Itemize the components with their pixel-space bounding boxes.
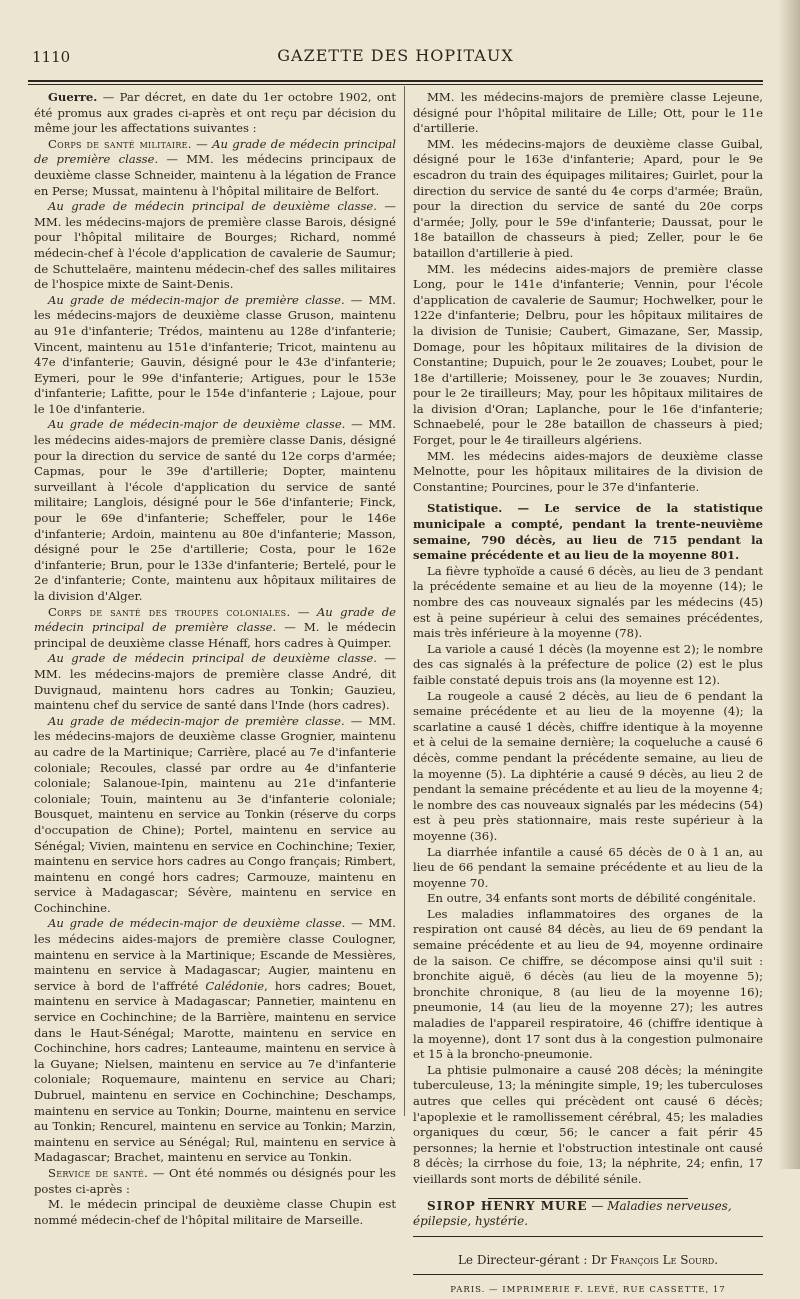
ad-brand: SIROP HENRY MURE [427, 1198, 588, 1213]
paragraph-text: — MM. les médecins aides-majors de première classe Coulogner, maintenu en service à la Martinique; Escande de Messières, maintenu en service à Madagascar; Augier, maintenu en service à bord de l'affrété [34, 916, 396, 993]
paragraph-text: — MM. les médecins-majors de première classe Barois, désigné pour l'hôpital militaire de Bourges; Richard, nommé médecin-chef à l'école d'application de cavalerie de Saumur; de Schuttelaëre, maintenu médecin-chef des salles militaires de l'hospice mixte de Saint-Denis. [34, 199, 396, 292]
right-column [413, 90, 763, 1299]
paragraph [34, 417, 396, 604]
paragraph-text: — M. le médecin principal de deuxième classe Hénaff, hors cadres à Quimper. [34, 620, 396, 650]
guerre-text: — Par décret, en date du 1er octobre 1902, ont été promus aux grades ci-après et ont reçu par décision du même jour les affectations suivantes : [34, 90, 396, 136]
paragraph-text: — MM. les médecins aides-majors de première classe Danis, désigné pour la direction du service de santé du 12e corps d'armée; Capmas, pour le 39e d'artillerie; Dopter, maintenu surveillant à l'école d'application du service de santé militaire; Langlois, désigné pour le 56e d'infanterie; Finck, pour le 69e d'infanterie; Scheffeler, pour le 146e d'infanterie; Ardoin, maintenu au 80e d'infanterie; Masson, désigné pour le 25e d'artillerie; Costa, pour le 162e d'infanterie; Brun, pour le 133e d'infanterie; Bertelé, pour le 2e d'infanterie; Conte, maintenu aux hôpitaux militaires de la division d'Alger. [34, 417, 396, 603]
grade-heading: Au grade de médecin principal de première classe. [34, 604, 397, 635]
grade-heading: Au grade de médecin principal de deuxième classe. [48, 651, 377, 666]
paragraph: La fièvre typhoïde a causé 6 décès, au lieu de 3 pendant la précédente semaine et au lieu de la moyenne (14); le nombre des cas nouveaux signalés par les médecins (45) est à peine supérieur à celui des semaines précédentes, mais très inférieure à la moyenne (78). [413, 563, 763, 641]
separator: — [290, 604, 317, 619]
grade-heading: Au grade de médecin principal de deuxième classe. [48, 199, 377, 214]
separator: — [191, 136, 213, 151]
paragraph-text: — MM. les médecins-majors de première classe André, dit Duvignaud, maintenu hors cadres au Tonkin; Gauzieu, maintenu chef du service de santé dans l'Inde (hors cadres). [34, 651, 396, 713]
corps-militaire-paragraph [34, 137, 396, 199]
statistique-lead: — Le service de la statistique municipale a compté, pendant la trente-neuvième semaine, 790 décès, au lieu de 715 pendant la semaine précédente et au lieu de la moyenne 801. [413, 501, 763, 563]
ad-dash: — [587, 1198, 608, 1213]
paragraph-text: — Ont été nommés ou désignés pour les postes ci-après : [34, 1165, 396, 1196]
signature-prefix: Le Directeur-gérant : Dr [457, 1252, 611, 1267]
paragraph: La phtisie pulmonaire a causé 208 décès; la méningite tuberculeuse, 13; la méningite simple, 19; les tuberculoses autres que celles qui précèdent ont causé 6 décès; l'apoplexie et le ramollissement cérébral, 45; les maladies organiques du cœur, 56; le cancer a fait périr 45 personnes; la hernie et l'obstruction intestinale ont causé 8 décès; la cirrhose du foie, 13; la néphrite, 24; enfin, 17 vieillards sont morts de débilité sénile. [413, 1062, 763, 1186]
page-edge-shadow [778, 0, 800, 1169]
left-column [34, 90, 396, 1228]
header-rule [28, 80, 763, 82]
journal-title: GAZETTE DES HOPITAUX [277, 46, 514, 65]
paragraph [34, 199, 396, 293]
paragraph-text: — MM. les médecins-majors de deuxième classe Gruson, maintenu au 91e d'infanterie; Trédos, maintenu au 128e d'infanterie; Vincent, maintenu au 151e d'infanterie; Tricot, maintenu au 47e d'infanterie; Gauvin, désigné pour le 43e d'infanterie; Eymeri, pour le 99e d'infanterie; Artigues, pour le 153e d'infanterie; Lafitte, pour le 154e d'infanterie ; Lajoue, pour le 10e d'infanterie. [34, 292, 396, 416]
statistique-paragraph [413, 501, 763, 563]
paragraph: MM. les médecins aides-majors de première classe Long, pour le 141e d'infanterie; Vennin, pour l'école d'application de cavalerie de Saumur; Hochwelker, pour le 122e d'infanterie; Delbru, pour les hôpitaux militaires de la division de Tunisie; Caubert, Gimazane, Ser, Massip, Domage, pour les hôpitaux militaires de la division de Constantine; Dupuich, pour le 2e zouaves; Loubet, pour le 18e d'artillerie; Moisseney, pour le 3e zouaves; Nurdin, pour le 2e tirailleurs; May, pour les hôpitaux militaires de la division d'Oran; Laplanche, pour le 16e d'infanterie; Schnaebelé, pour le 28e bataillon de chasseurs à pied; Forget, pour le 4e tirailleurs algériens. [413, 261, 763, 448]
paragraph: En outre, 34 enfants sont morts de débilité congénitale. [427, 891, 757, 906]
paragraph: M. le médecin principal de deuxième classe Chupin est nommé médecin-chef de l'hôpital militaire de Marseille. [34, 1197, 396, 1227]
corps-coloniales-paragraph [34, 605, 396, 652]
statistique-heading: Statistique. [427, 501, 503, 516]
paragraph: MM. les médecins-majors de deuxième classe Guibal, désigné pour le 163e d'infanterie; Apard, pour le 9e escadron du train des équipages militaires; Guirlet, pour la direction du service de santé du 4e corps d'armée; Braün, pour la direction du service de santé du 20e corps d'armée; Jolly, pour le 59e d'infanterie; Daussat, pour le 18e bataillon de chasseurs à pied; Zeller, pour le 6e bataillon d'artillerie à pied. [413, 136, 763, 260]
grade-heading: Au grade de médecin principal de première classe. [34, 136, 396, 167]
paragraph: La diarrhée infantile a causé 65 décès de 0 à 1 an, au lieu de 66 pendant la semaine précédente et au lieu de la moyenne 70. [413, 844, 763, 890]
paragraph: MM. les médecins aides-majors de deuxième classe Melnotte, pour les hôpitaux militaires de la division de Constantine; Pourcines, pour le 37e d'infanterie. [413, 448, 763, 494]
paragraph-text: — MM. les médecins principaux de deuxième classe Schneider, maintenu à la légation de France en Perse; Mussat, maintenu à l'hôpital militaire de Belfort. [34, 152, 396, 198]
grade-heading: Au grade de médecin-major de deuxième classe. [48, 417, 346, 432]
service-sante-paragraph [34, 1166, 396, 1197]
page-header [28, 40, 763, 76]
printer-imprint: PARIS. — IMPRIMERIE F. LEVÉ, RUE CASSETTE, 17 [450, 1285, 726, 1296]
service-sante-heading: Service de santé. [48, 1165, 149, 1180]
header-rule-thin [28, 84, 763, 85]
paragraph [34, 714, 396, 917]
guerre-heading: Guerre. [48, 90, 98, 104]
paragraph: La rougeole a causé 2 décès, au lieu de 6 pendant la semaine précédente et au lieu de la moyenne (4); la scarlatine a causé 1 décès, chiffre identique à la moyenne et à celui de la semaine dernière; la coqueluche a causé 6 décès, comme pendant la précédente semaine, au lieu de la moyenne (5). La diphtérie a causé 9 décès, au lieu 2 de pendant la semaine précédente et au lieu de la moyenne 4; le nombre des cas nouveaux signalés par les médecins (54) est à peu près stationnaire, mais reste supérieur à la moyenne (36). [413, 688, 763, 843]
ship-name: Calédonie [205, 978, 265, 993]
ad-tagline: Maladies nerveuses, épilepsie, hystérie. [413, 1198, 732, 1229]
paragraph [34, 651, 396, 713]
corps-coloniales-heading: Corps de santé des troupes coloniales. [48, 604, 291, 619]
signature-name: François Le Sourd. [610, 1252, 719, 1267]
grade-heading: Au grade de médecin-major de première classe. [48, 713, 345, 728]
corps-militaire-heading: Corps de santé militaire. [48, 136, 192, 151]
footer-rule [413, 1236, 763, 1237]
paragraph [34, 916, 396, 1166]
guerre-paragraph [34, 90, 396, 137]
paragraph-text: , hors cadres; Bouet, maintenu en service à Madagascar; Pannetier, maintenu en service en Cochinchine; de la Barrière, maintenu en service dans le Haut-Sénégal; Marotte, maintenu en service en Cochinchine, hors cadres; Lanteaume, maintenu en service à la Guyane; Nielsen, maintenu en service au 7e d'infanterie coloniale; Roquemaure, maintenu en service au Chari; Dubruel, maintenu en service en Cochinchine; Deschamps, maintenu en service au Tonkin; Dourne, maintenu en service au Tonkin; Rencurel, maintenu en service au Tonkin; Marzin, maintenu en service au Sénégal; Rul, maintenu en service à Madagascar; Brachet, maintenu en service au Tonkin. [34, 978, 396, 1165]
paragraph [34, 293, 396, 418]
page-number: 1110 [32, 48, 71, 66]
paragraph-text: — MM. les médecins-majors de deuxième classe Grognier, maintenu au cadre de la Martinique; Carrière, placé au 7e d'infanterie coloniale; Recoules, classé par ordre au 4e d'infanterie coloniale; Salanoue-Ipin, maintenu au 21e d'infanterie coloniale; Touin, maintenu au 3e d'infanterie coloniale; Bousquet, maintenu en service au Tonkin (réserve du corps d'occupation de Chine); Portel, maintenu en service au Sénégal; Vivien, maintenu en service en Cochinchine; Texier, maintenu en service hors cadres au Congo français; Rimbert, maintenu en congé hors cadres; Carmouze, maintenu en service à Madagascar; Sévère, maintenu en service en Cochinchine. [34, 713, 396, 915]
advertisement [413, 1199, 763, 1230]
grade-heading: Au grade de médecin-major de première classe. [48, 292, 345, 307]
column-divider [404, 86, 405, 1116]
paragraph: Les maladies inflammatoires des organes de la respiration ont causé 84 décès, au lieu de 69 pendant la semaine précédente et au lieu de 94, moyenne ordinaire de la saison. Ce chiffre, se décompose ainsi qu'il suit : bronchite aiguë, 6 décès (au lieu de la moyenne 5); bronchite chronique, 8 (au lieu de la moyenne 16); pneumonie, 14 (au lieu de la moyenne 27); les autres maladies de l'appareil respiratoire, 46 (chiffre identique à la moyenne), dont 17 sont dus à la congestion pulmonaire et 15 à la broncho-pneumonie. [413, 906, 763, 1062]
grade-heading: Au grade de médecin-major de deuxième classe. [48, 916, 346, 931]
signature-line [413, 1253, 763, 1269]
footer-rule [413, 1274, 763, 1275]
paragraph: La variole a causé 1 décès (la moyenne est 2); le nombre des cas signalés à la préfecture de police (2) est le plus faible constaté depuis trois ans (la moyenne est 12). [413, 641, 763, 687]
paragraph: MM. les médecins-majors de première classe Lejeune, désigné pour l'hôpital militaire de Lille; Ott, pour le 11e d'artillerie. [413, 90, 763, 136]
